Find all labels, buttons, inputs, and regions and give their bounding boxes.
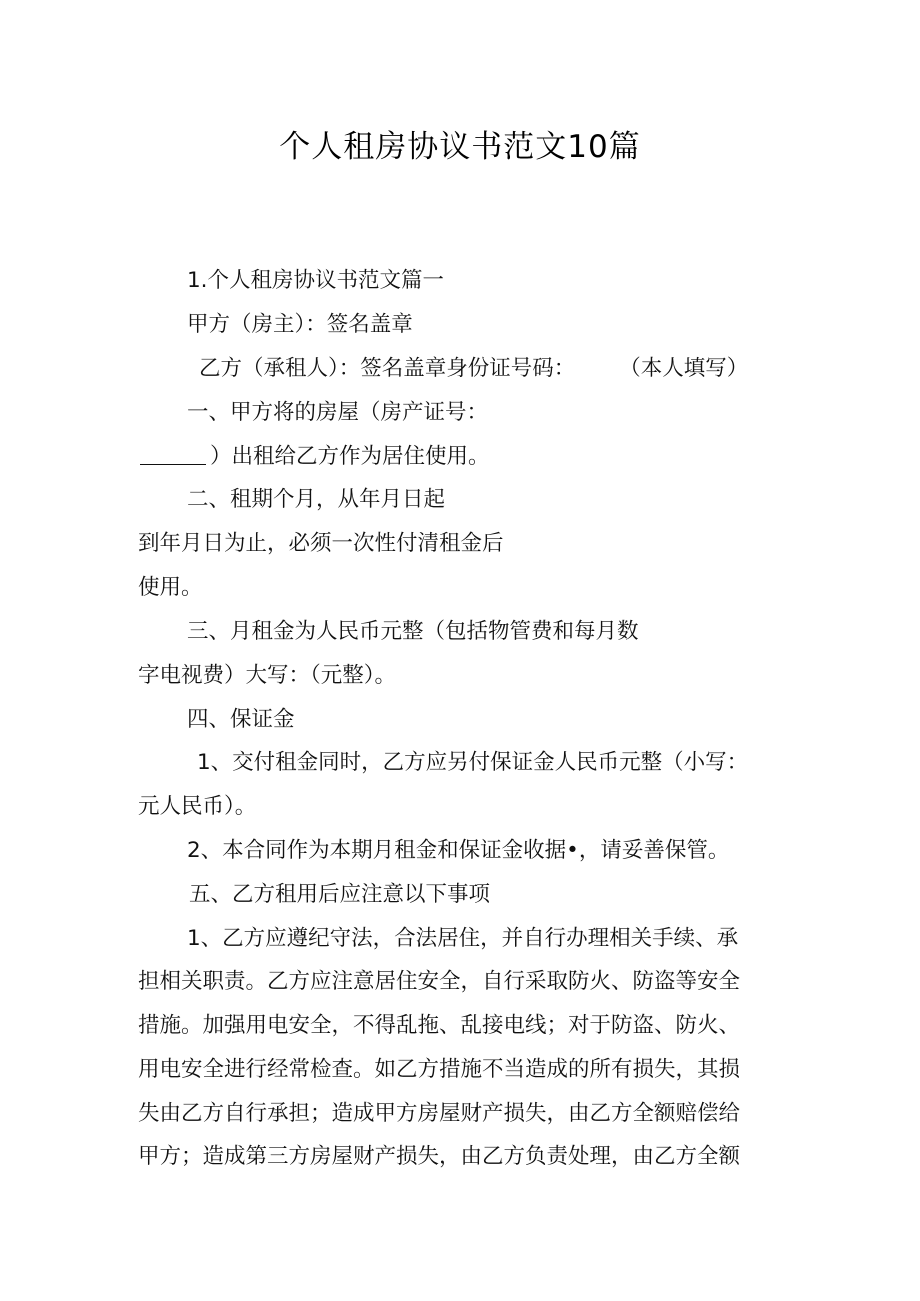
clause-5-item-1-line-5: 失由乙方自行承担；造成甲方房屋财产损失，由乙方全额赔偿给 (138, 1101, 741, 1126)
clause-2-line-3: 使用。 (138, 575, 203, 600)
clause-3-line-2: 字电视费）大写：（元整）。 (138, 663, 397, 688)
clause-1-line-2-text: ）出租给乙方作为居住使用。 (210, 444, 490, 469)
fill-in-blank (140, 444, 206, 465)
clause-2-line-2: 到年月日为止，必须一次性付清租金后 (138, 531, 504, 556)
clause-1-line-2 (140, 441, 490, 473)
clause-4-heading: 四、保证金 (187, 707, 295, 732)
clause-5-item-1-line-2: 担相关职责。乙方应注意居住安全，自行采取防火、防盗等安全 (138, 969, 741, 994)
clause-4-item-1-line-2: 元人民币）。 (138, 794, 257, 819)
clause-3-line-1: 三、月租金为人民币元整（包括物管费和每月数 (187, 619, 639, 644)
clause-4-item-1-line-1: 1、交付租金同时，乙方应另付保证金人民币元整（小写： (197, 750, 749, 775)
party-a-line: 甲方（房主）：签名盖章 (187, 312, 413, 337)
clause-4-item-2: 2、本合同作为本期月租金和保证金收据•，请妥善保管。 (187, 838, 730, 863)
party-b-note: （本人填写） (619, 356, 749, 381)
clause-2-line-1: 二、租期个月，从年月日起 (187, 487, 446, 512)
party-b-line (199, 353, 748, 385)
party-b-text: 乙方（承租人）：签名盖章身份证号码： (199, 356, 576, 381)
section-heading-1: 1.个人租房协议书范文篇一 (187, 268, 445, 293)
clause-5-item-1-line-1: 1、乙方应遵纪守法，合法居住，并自行办理相关手续、承 (187, 926, 739, 951)
clause-5-heading: 五、乙方租用后应注意以下事项 (189, 882, 491, 907)
clause-1-line-1: 一、甲方将的房屋（房产证号： (187, 400, 489, 425)
clause-5-item-1-line-6: 甲方；造成第三方房屋财产损失，由乙方负责处理，由乙方全额 (138, 1144, 741, 1169)
clause-5-item-1-line-4: 用电安全进行经常检查。如乙方措施不当造成的所有损失，其损 (138, 1057, 741, 1082)
document-title: 个人租房协议书范文10篇 (279, 129, 641, 165)
clause-5-item-1-line-3: 措施。加强用电安全，不得乱拖、乱接电线；对于防盗、防火、 (138, 1013, 741, 1038)
